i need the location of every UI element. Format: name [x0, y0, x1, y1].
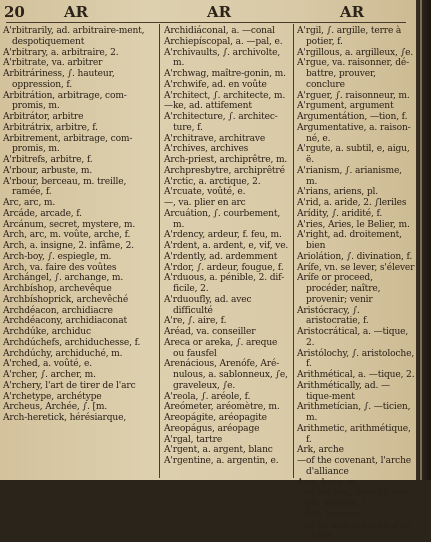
dictionary-entry: A'rgil, ∫. argille, terre à potier, f. — [297, 26, 415, 48]
dictionary-entry: Arithmétical, a. —tique, 2. — [297, 370, 415, 381]
dictionary-entry: Arithmetic, arithmétique, f. — [297, 424, 415, 446]
column-3 — [297, 26, 415, 478]
dictionary-entry: A'rbour, arbuste, m. — [3, 166, 155, 177]
dictionary-entry: Arcuátion, ∫. courbement, m. — [164, 209, 291, 231]
dictionary-entry: A'rid, a. aride, 2. ∫leriles — [297, 198, 415, 209]
dictionary-entry: Arcánum, secret, mystere, m. — [3, 220, 155, 231]
dictionary-entry: Arch-heretick, hérésiarque, — [3, 413, 155, 424]
dictionary-entry: Areómeter, aréomètre, m. — [164, 402, 291, 413]
dictionary-entry: Archiepíscopal, a. —pal, e. — [164, 37, 291, 48]
dictionary-entry: A'ries, Aries, le Belier, m. — [297, 220, 415, 231]
dictionary-entry: A'rbitrefs, arbitre, f. — [3, 155, 155, 166]
dictionary-entry: Arch-boy, ∫. espiegle, m. — [3, 252, 155, 263]
dictionary-entry: A'rdor, ∫. ardeur, fougue, f. — [164, 263, 291, 274]
dictionary-entry: A'rduoufly, ad. avec difficulté — [164, 295, 291, 317]
page-number: 20 — [4, 3, 25, 21]
dictionary-entry: Arithmetícian, ∫. —ticien, m. — [297, 402, 415, 424]
dictionary-entry: Aristócracy, ∫. aristocratie, f. — [297, 306, 415, 328]
dictionary-entry: Archbíshop, archevêque — [3, 284, 155, 295]
dictionary-entry: Arch, va. faire des voûtes — [3, 263, 155, 274]
dictionary-entry: Archángel, ∫. archange, m. — [3, 273, 155, 284]
dictionary-entry: A'rchery, l'art de tirer de l'arc — [3, 381, 155, 392]
dictionary-entry: A'rgentine, a. argentin, e. — [164, 456, 291, 467]
dictionary-entry: Arithmétically, ad. —tique-ment — [297, 381, 415, 403]
dictionary-entry: —pit, aisselle, f. — [297, 499, 415, 510]
dictionary-entry: A'rgillous, a. argilleux, ∫e. — [297, 48, 415, 59]
dictionary-entry: A'rbitrarily, ad. arbitraire-ment, despotiquement — [3, 26, 155, 48]
dictionary-entry: Ark, arche — [297, 445, 415, 456]
dictionary-entry: —ke, ad. attifement — [164, 101, 291, 112]
dictionary-entry: A'rbitrate, va. arbitrer — [3, 58, 155, 69]
dictionary-entry: Archpresbytre, archiprêtré — [164, 166, 291, 177]
dictionary-entry: —of the covenant, l'arche d'alliance — [297, 456, 415, 478]
column-divider-2 — [293, 24, 294, 478]
dictionary-entry: A'rians, ariens, pl. — [297, 187, 415, 198]
dictionary-entry: Arbitrement, arbitrage, com-promis, m. — [3, 134, 155, 156]
dictionary-entry: A'rguer, ∫. raisonneur, m. — [297, 91, 415, 102]
dictionary-entry: A'rchwife, ad. en voûte — [164, 80, 291, 91]
dictionary-entry: A'rgument, argument — [297, 101, 415, 112]
dictionary-entry: Arbitráriness, ∫. hauteur, oppression, f. — [3, 69, 155, 91]
dictionary-entry: Aristocrátical, a. —tique, 2. — [297, 327, 415, 349]
dictionary-entry: Arífe or proceed, procéder, naître, provenir; venir — [297, 273, 415, 305]
running-head-3: AR — [340, 3, 364, 21]
dictionary-entry: Areca or areka, ∫. areque ou fausfel — [164, 338, 291, 360]
dictionary-entry: Areopágite, aréopagite — [164, 413, 291, 424]
dictionary-entry: Arch, a. insigne, 2. infâme, 2. — [3, 241, 155, 252]
dictionary-entry: A'rduous, a. pénible, 2. dif-ficile, 2. — [164, 273, 291, 295]
dictionary-entry: Archidiáconal, a. —conal — [164, 26, 291, 37]
dictionary-entry: Archdúchefs, archiduchesse, f. — [3, 338, 155, 349]
dictionary-entry: Arch, arc, m. voûte, arche, f. — [3, 230, 155, 241]
dictionary-entry: A'rianism, ∫. arianisme, m. — [297, 166, 415, 188]
dictionary-entry: A'rchetype, archétype — [3, 392, 155, 403]
dictionary-entry: A'rbitrary, a. arbitraire, 2. — [3, 48, 155, 59]
dictionary-entry: A'rchitect, ∫. architecte, m. — [164, 91, 291, 102]
dictionary-entry: Arífe, vn. se lever, s'élever — [297, 263, 415, 274]
dictionary-entry: A'rchwag, maître-gonin, m. — [164, 69, 291, 80]
dictionary-entry: Arch-priest, archiprêtre, m. — [164, 155, 291, 166]
dictionary-entry: Archbíshoprick, archevêché — [3, 295, 155, 306]
column-1 — [3, 26, 155, 478]
dictionary-entry: Areopágus, aréopage — [164, 424, 291, 435]
book-edge — [416, 0, 431, 480]
dictionary-entry: Archeus, Archée, ∫. [m. — [3, 402, 155, 413]
dictionary-entry: Archdúchy, archiduché, m. — [3, 349, 155, 360]
dictionary-entry: Arenácious, Arenófe, Aré-nulous, a. sablonneux, ∫e, graveleux, ∫e. — [164, 359, 291, 391]
running-head-1: AR — [64, 3, 88, 21]
dictionary-entry: A'rctic, a. arctique, 2. — [164, 177, 291, 188]
dictionary-entry: A'rgal, tartre — [164, 435, 291, 446]
dictionary-entry: Argumentátion, —tion, f. — [297, 112, 415, 123]
dictionary-entry: A'rchitrave, architrave — [164, 134, 291, 145]
dictionary-entry: Arbitrátrix, arbitre, f. — [3, 123, 155, 134]
dictionary-entry: A'rdently, ad. ardemment — [164, 252, 291, 263]
dictionary-entry: A'reola, ∫. aréole, f. — [164, 392, 291, 403]
column-divider-1 — [159, 24, 160, 478]
dictionary-entry: A're, ∫. aire, f. — [164, 316, 291, 327]
page-header — [0, 3, 416, 23]
dictionary-entry: A'rchitecture, ∫. architec-ture, f. — [164, 112, 291, 134]
header-rule — [6, 22, 406, 23]
dictionary-entry: A'rgute, a. subtil, e, aigu, ë. — [297, 144, 415, 166]
dictionary-entry: Aristólochy, ∫. aristoloche, f. — [297, 349, 415, 371]
dictionary-entry: —of the sea, bras de mer — [297, 488, 415, 499]
dictionary-entry: Archdéacony, archidiaconat — [3, 316, 155, 327]
dictionary-entry: —of an oak, branche d'un chêne — [297, 521, 415, 542]
dictionary-entry: Arm, bras, m. — [297, 478, 415, 489]
dictionary-entry: Arcáde, arcade, f. — [3, 209, 155, 220]
dictionary-entry: Arbitrátion, arbitrage, com-promis, m. — [3, 91, 155, 113]
dictionary-entry: A'rcher, ∫. archer, m. — [3, 370, 155, 381]
dictionary-entry: A'rgent, a. argent, blanc — [164, 445, 291, 456]
dictionary-entry: A'rdent, a. ardent, e, vif, ve. — [164, 241, 291, 252]
dictionary-entry: —full, brassée — [297, 510, 415, 521]
dictionary-entry: —, va. plier en arc — [164, 198, 291, 209]
dictionary-entry: Arc, arc, m. — [3, 198, 155, 209]
dictionary-entry: Arbitrátor, arbitre — [3, 112, 155, 123]
dictionary-entry: A'rdency, ardeur, f. feu, m. — [164, 230, 291, 241]
dictionary-entry: Arídity, ∫. aridité, f. — [297, 209, 415, 220]
dictionary-entry: A'rcuate, voûté, e. — [164, 187, 291, 198]
dictionary-entry: A'right, ad. droitement, bien — [297, 230, 415, 252]
dictionary-entry: A'rched, a. voûté, e. — [3, 359, 155, 370]
dictionary-entry: A'rchives, archives — [164, 144, 291, 155]
running-head-2: AR — [207, 3, 231, 21]
dictionary-entry: Archdéacon, archidiacre — [3, 306, 155, 317]
dictionary-entry: Argumentative, a. raison-né, e. — [297, 123, 415, 145]
dictionary-entry: Ariolátion, ∫. divination, f. — [297, 252, 415, 263]
dictionary-entry: Archdúke, archiduc — [3, 327, 155, 338]
dictionary-entry: Aréad, va. conseiller — [164, 327, 291, 338]
dictionary-entry: A'rbour, berceau, m. treille, ramée, f. — [3, 177, 155, 199]
dictionary-entry: A'rgue, va. raisonner, dé-battre, prouver, conclure — [297, 58, 415, 90]
column-2 — [164, 26, 291, 478]
dictionary-entry: A'rchivaults, ∫. archivolte, m. — [164, 48, 291, 70]
